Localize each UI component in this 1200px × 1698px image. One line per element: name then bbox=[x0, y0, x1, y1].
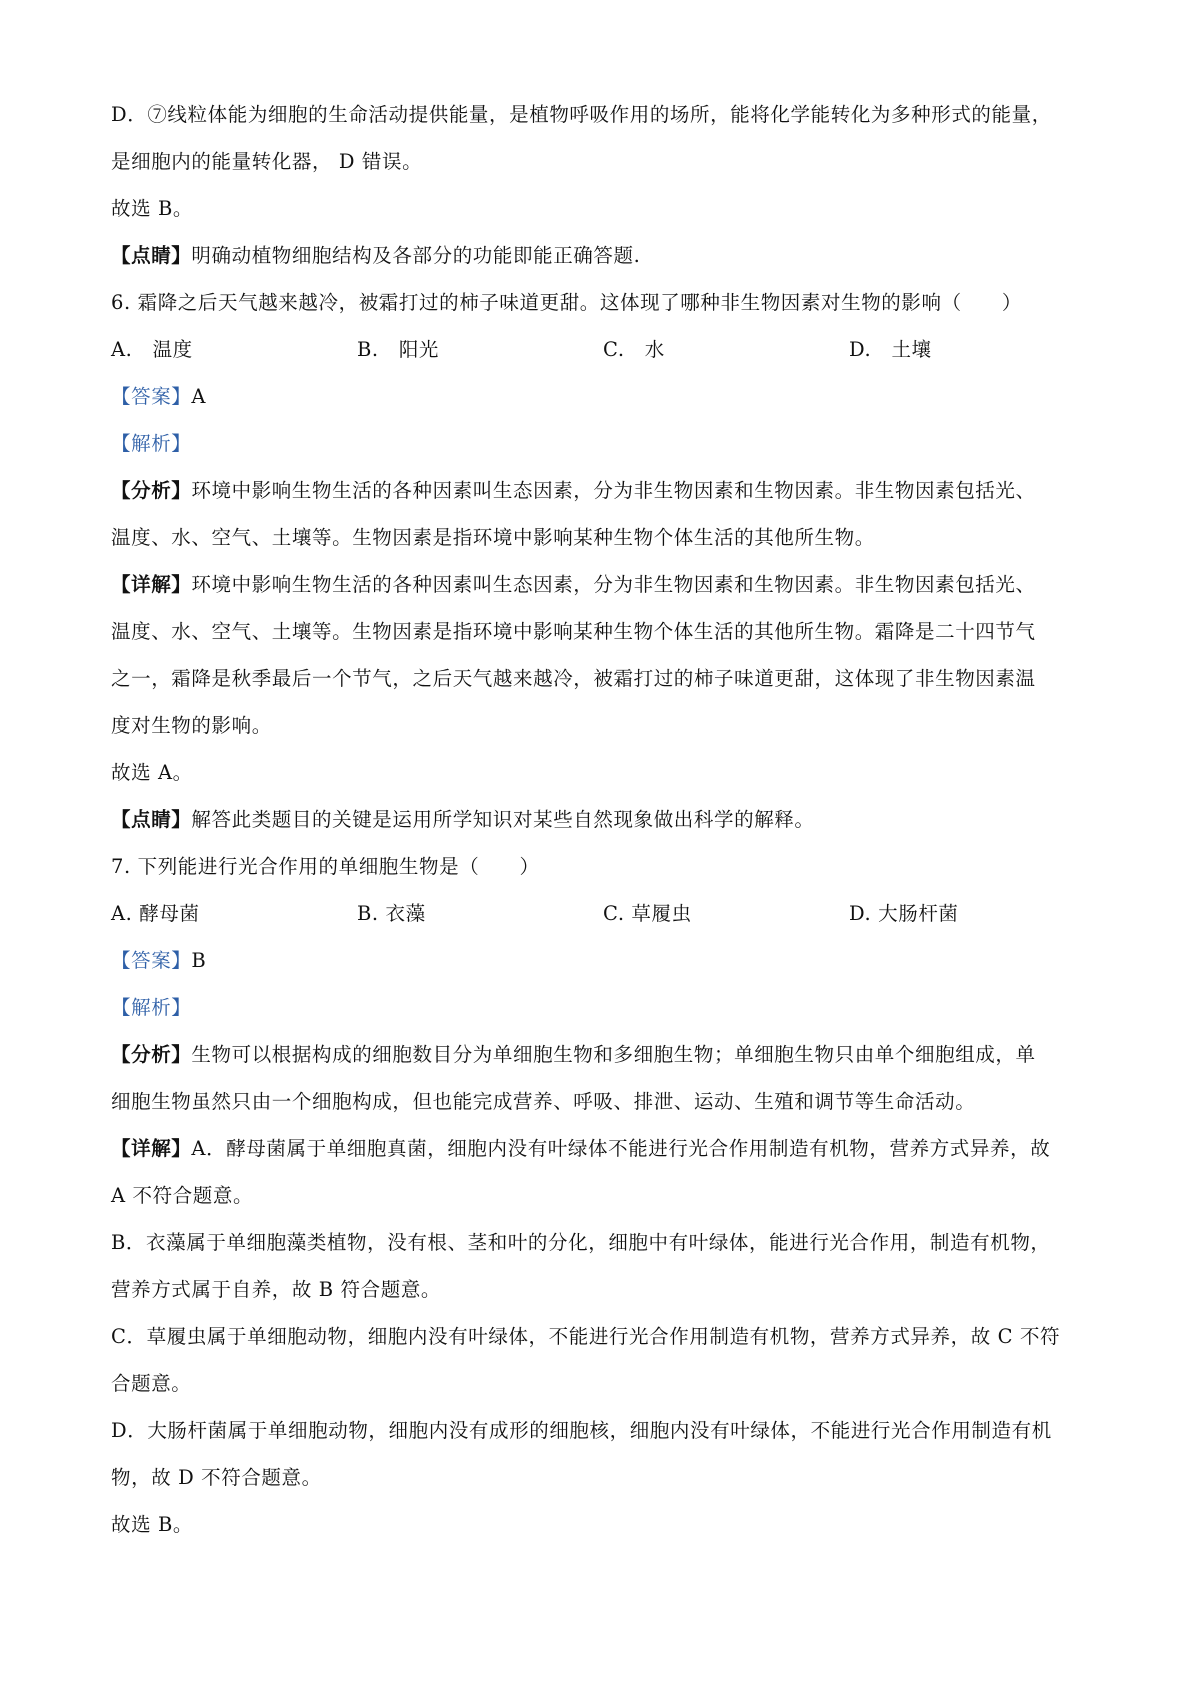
q6-fenxi-line1 bbox=[111, 477, 1036, 505]
q6-fenxi-line2: 温度、水、空气、土壤等。生物因素是指环境中影响某种生物个体生活的其他所生物。 bbox=[111, 526, 875, 549]
xiangjie-tag: 【详解】 bbox=[111, 1137, 192, 1160]
fenxi-text: 环境中影响生物生活的各种因素叫生态因素，分为非生物因素和生物因素。非生物因素包括光、 bbox=[191, 479, 1036, 502]
fenxi-tag: 【分析】 bbox=[111, 1043, 192, 1066]
q6-xiangjie-line2: 温度、水、空气、土壤等。生物因素是指环境中影响某种生物个体生活的其他所生物。霜降是二十四节气 bbox=[111, 620, 1036, 643]
point-text: 明确动植物细胞结构及各部分的功能即能正确答题. bbox=[191, 244, 641, 267]
q6-xiangjie-line1 bbox=[111, 571, 1036, 599]
point-tag: 【点睛】 bbox=[111, 244, 192, 267]
fenxi-text: 生物可以根据构成的细胞数目分为单细胞生物和多细胞生物；单细胞生物只由单个细胞组成，单 bbox=[191, 1043, 1036, 1066]
q7-fenxi-line1 bbox=[111, 1041, 1036, 1069]
q7-option-d: D. 大肠杆菌 bbox=[849, 902, 959, 925]
q6-xiangjie-line3: 之一，霜降是秋季最后一个节气，之后天气越来越冷，被霜打过的柿子味道更甜，这体现了非生物因素温 bbox=[111, 667, 1036, 690]
q6-option-d: D. 土壤 bbox=[849, 338, 932, 361]
xiangjie-a-text: A．酵母菌属于单细胞真菌，细胞内没有叶绿体不能进行光合作用制造有机物，营养方式异养，故 bbox=[191, 1137, 1051, 1160]
q6-option-a: A. 温度 bbox=[111, 338, 193, 361]
q7-xiangjie-b-line1: B．衣藻属于单细胞藻类植物，没有根、茎和叶的分化，细胞中有叶绿体，能进行光合作用，制造有机物， bbox=[111, 1231, 1051, 1254]
answer-value: A bbox=[191, 385, 207, 408]
xiangjie-text: 环境中影响生物生活的各种因素叫生态因素，分为非生物因素和生物因素。非生物因素包括光、 bbox=[191, 573, 1036, 596]
q7-fenxi-line2: 细胞生物虽然只由一个细胞构成，但也能完成营养、呼吸、排泄、运动、生殖和调节等生命活动。 bbox=[111, 1090, 976, 1113]
q7-answer bbox=[111, 947, 206, 975]
answer-tag: 【答案】 bbox=[111, 385, 192, 408]
q7-xiangjie-d-line1: D．大肠杆菌属于单细胞动物，细胞内没有成形的细胞核，细胞内没有叶绿体，不能进行光合作用制造有机 bbox=[111, 1419, 1052, 1442]
answer-value: B bbox=[191, 949, 207, 972]
point-tag: 【点睛】 bbox=[111, 808, 192, 831]
q6-analysis-tag: 【解析】 bbox=[111, 432, 192, 455]
q7-xiangjie-d-line2: 物，故 D 不符合题意。 bbox=[111, 1466, 322, 1489]
q6-stem: 6. 霜降之后天气越来越冷，被霜打过的柿子味道更甜。这体现了哪种非生物因素对生物的影响（ ） bbox=[111, 291, 1023, 314]
prev-choose: 故选 B。 bbox=[111, 197, 194, 220]
q7-xiangjie-b-line2: 营养方式属于自养，故 B 符合题意。 bbox=[111, 1278, 442, 1301]
q7-analysis-tag: 【解析】 bbox=[111, 996, 192, 1019]
prev-option-d-line1: D．⑦线粒体能为细胞的生命活动提供能量，是植物呼吸作用的场所，能将化学能转化为多种形式的能量， bbox=[111, 103, 1052, 126]
q7-xiangjie-c-line2: 合题意。 bbox=[111, 1372, 192, 1395]
q7-xiangjie-a-line2: A 不符合题意。 bbox=[111, 1184, 254, 1207]
q6-xiangjie-line4: 度对生物的影响。 bbox=[111, 714, 272, 737]
fenxi-tag: 【分析】 bbox=[111, 479, 192, 502]
q7-option-c: C. 草履虫 bbox=[603, 902, 692, 925]
prev-point-paragraph bbox=[111, 242, 640, 270]
xiangjie-tag: 【详解】 bbox=[111, 573, 192, 596]
q7-option-a: A. 酵母菌 bbox=[111, 902, 200, 925]
q6-point-paragraph bbox=[111, 806, 815, 834]
prev-option-d-line2: 是细胞内的能量转化器， D 错误。 bbox=[111, 150, 423, 173]
q6-option-b: B. 阳光 bbox=[357, 338, 440, 361]
q7-xiangjie-c-line1: C．草履虫属于单细胞动物，细胞内没有叶绿体，不能进行光合作用制造有机物，营养方式异养，故 C 不符 bbox=[111, 1325, 1061, 1348]
q7-xiangjie-a-line1 bbox=[111, 1135, 1050, 1163]
q7-stem: 7. 下列能进行光合作用的单细胞生物是（ ） bbox=[111, 855, 540, 878]
point-text: 解答此类题目的关键是运用所学知识对某些自然现象做出科学的解释。 bbox=[191, 808, 815, 831]
answer-tag: 【答案】 bbox=[111, 949, 192, 972]
q7-choose: 故选 B。 bbox=[111, 1513, 194, 1536]
q6-choose: 故选 A。 bbox=[111, 761, 193, 784]
q6-option-c: C. 水 bbox=[603, 338, 665, 361]
q6-answer bbox=[111, 383, 206, 411]
q7-option-b: B. 衣藻 bbox=[357, 902, 426, 925]
